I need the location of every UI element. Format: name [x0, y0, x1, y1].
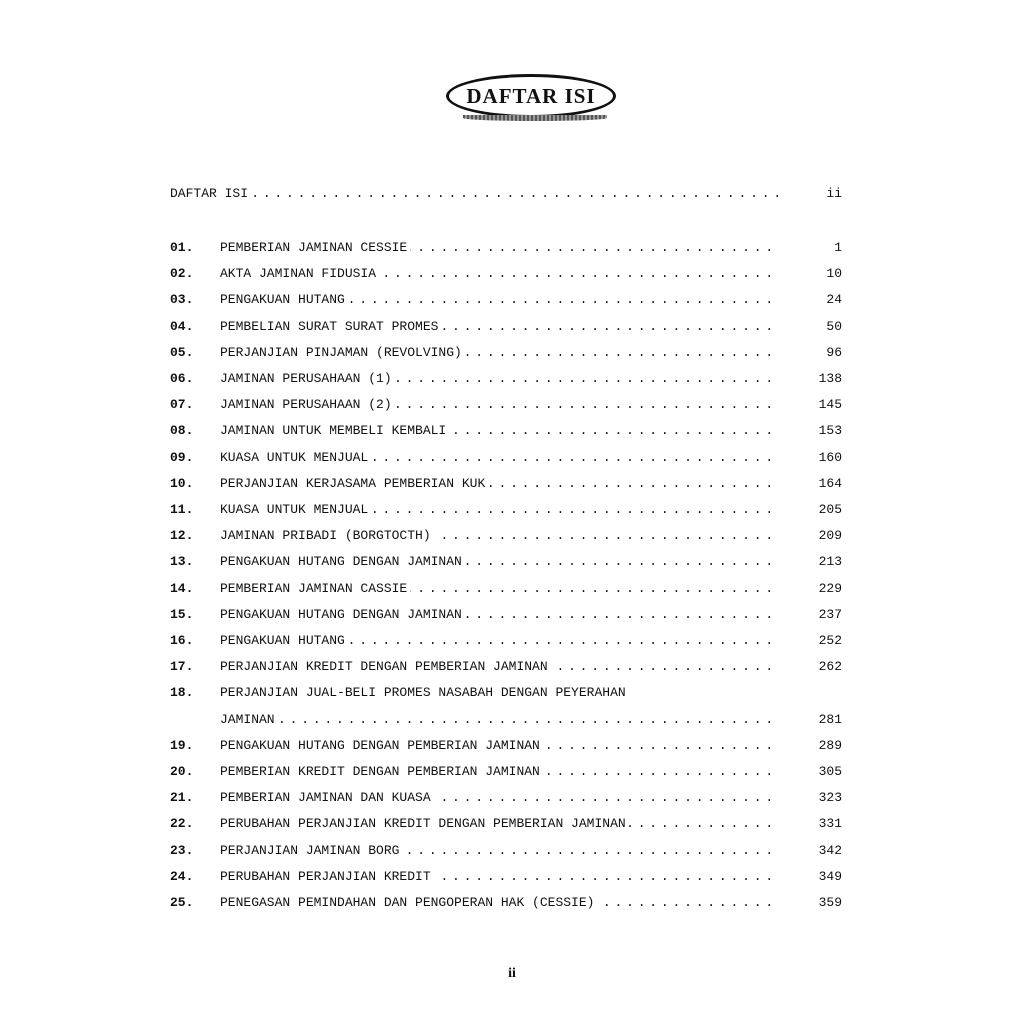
toc-entry-page: 1: [834, 240, 842, 255]
toc-entry: [170, 369, 842, 389]
toc-entry-page: 252: [818, 633, 842, 648]
toc-entry-title: JAMINAN PERUSAHAAN (2) . . .: [220, 395, 780, 415]
toc-entry: [170, 893, 842, 913]
toc-entry-title: PEMBERIAN JAMINAN CESSIE . . .: [220, 238, 780, 258]
toc-entry-title: PERJANJIAN KERJASAMA PEMBERIAN KUK . . .: [220, 474, 780, 494]
toc-entry-title: PENGAKUAN HUTANG DENGAN PEMBERIAN JAMINAN . . .: [220, 736, 780, 756]
toc-entry-continuation: [170, 710, 842, 730]
toc-entry: [170, 317, 842, 337]
toc-entry-number: 25.: [170, 895, 194, 910]
toc-entry: [170, 736, 842, 756]
toc-entry: [170, 290, 842, 310]
page-number: ii: [508, 966, 516, 981]
toc-entry-number: 02.: [170, 266, 194, 281]
toc-entry-title: PERUBAHAN PERJANJIAN KREDIT . . .: [220, 867, 780, 887]
toc-entry: [170, 788, 842, 808]
toc-entry-title: PENGAKUAN HUTANG DENGAN JAMINAN . . .: [220, 552, 780, 572]
toc-entry: [170, 683, 842, 703]
toc-entry-number: 09.: [170, 450, 194, 465]
toc-entry-page: 145: [818, 397, 842, 412]
toc-header-entry: [170, 184, 842, 204]
toc-entry-title: PERJANJIAN JUAL-BELI PROMES NASABAH DENGAN PEYERAHAN: [220, 683, 842, 703]
toc-entry-title: PEMBERIAN JAMINAN DAN KUASA . . .: [220, 788, 780, 808]
toc-entry-title: PEMBERIAN KREDIT DENGAN PEMBERIAN JAMINAN . . .: [220, 762, 780, 782]
toc-entry-page: 50: [826, 319, 842, 334]
toc-entry-page: 96: [826, 345, 842, 360]
toc-entry-page: 209: [818, 528, 842, 543]
toc-entry: [170, 841, 842, 861]
toc-entry-page: 331: [818, 816, 842, 831]
toc-entry-page: ii: [826, 186, 842, 201]
toc-entry-page: 281: [818, 712, 842, 727]
toc-entry-page: 164: [818, 476, 842, 491]
toc-entry-number: 16.: [170, 633, 194, 648]
toc-entry-page: 237: [818, 607, 842, 622]
toc-entry-number: 03.: [170, 292, 194, 307]
toc-entry-title: PENEGASAN PEMINDAHAN DAN PENGOPERAN HAK (CESSIE) . . .: [220, 893, 780, 913]
toc-entry-page: 160: [818, 450, 842, 465]
toc-entry: [170, 814, 842, 834]
toc-entry-title: KUASA UNTUK MENJUAL . . .: [220, 500, 780, 520]
toc-entry-number: 05.: [170, 345, 194, 360]
toc-entry-number: 10.: [170, 476, 194, 491]
toc-entry-page: 213: [818, 554, 842, 569]
toc-entry-page: 359: [818, 895, 842, 910]
toc-entry-page: 262: [818, 659, 842, 674]
toc-entry-page: 305: [818, 764, 842, 779]
toc-entry-number: 12.: [170, 528, 194, 543]
toc-entry-number: 19.: [170, 738, 194, 753]
toc-entry-title: AKTA JAMINAN FIDUSIA . . .: [220, 264, 780, 284]
toc-entry-title: JAMINAN UNTUK MEMBELI KEMBALI . . .: [220, 421, 780, 441]
toc-entry-number: 15.: [170, 607, 194, 622]
toc-entry-page: 323: [818, 790, 842, 805]
toc-entry-number: 01.: [170, 240, 194, 255]
toc-entry-number: 11.: [170, 502, 194, 517]
toc-entry-title: PEMBERIAN JAMINAN CASSIE . . .: [220, 579, 780, 599]
page-title: DAFTAR ISI: [466, 83, 596, 108]
toc-entry: [170, 552, 842, 572]
toc-entry: [170, 867, 842, 887]
toc-entry: [170, 421, 842, 441]
toc-entry: [170, 762, 842, 782]
toc-entry: [170, 474, 842, 494]
toc-entry-number: 23.: [170, 843, 194, 858]
toc-entry-page: 10: [826, 266, 842, 281]
toc-entry-number: 24.: [170, 869, 194, 884]
toc-entry-title: KUASA UNTUK MENJUAL . . .: [220, 448, 780, 468]
toc-entry-page: 229: [818, 581, 842, 596]
toc-entry-title: DAFTAR ISI . . .: [170, 184, 780, 204]
toc-entry-title: PENGAKUAN HUTANG . . .: [220, 290, 780, 310]
toc-entry-page: 138: [818, 371, 842, 386]
toc-entry: [170, 605, 842, 625]
toc-entry: [170, 448, 842, 468]
toc-entry-title: PEMBELIAN SURAT SURAT PROMES . . .: [220, 317, 780, 337]
toc-entry: [170, 343, 842, 363]
toc-entry: [170, 579, 842, 599]
toc-entry-page: 342: [818, 843, 842, 858]
toc-entry-title-continued: JAMINAN . . .: [220, 710, 780, 730]
toc-entry-page: 205: [818, 502, 842, 517]
toc-entry: [170, 631, 842, 651]
toc-entry-title: PERJANJIAN KREDIT DENGAN PEMBERIAN JAMINAN . . .: [220, 657, 780, 677]
toc-entry-title: PERUBAHAN PERJANJIAN KREDIT DENGAN PEMBERIAN JAMINAN . . .: [220, 814, 780, 834]
toc-entry-page: 349: [818, 869, 842, 884]
toc-entry-title: PENGAKUAN HUTANG DENGAN JAMINAN . . .: [220, 605, 780, 625]
toc-entry: [170, 395, 842, 415]
toc-entry-number: 17.: [170, 659, 194, 674]
toc-entry: [170, 500, 842, 520]
toc-entry-number: 04.: [170, 319, 194, 334]
toc-entry-number: 20.: [170, 764, 194, 779]
toc-entry-title: JAMINAN PRIBADI (BORGTOCTH) . . .: [220, 526, 780, 546]
toc-entry-number: 06.: [170, 371, 194, 386]
toc-entry-page: 289: [818, 738, 842, 753]
toc-entry-number: 08.: [170, 423, 194, 438]
toc-entry: [170, 238, 842, 258]
toc-entry-title: PENGAKUAN HUTANG . . .: [220, 631, 780, 651]
toc-entry-number: 22.: [170, 816, 194, 831]
toc-entry-page: 24: [826, 292, 842, 307]
toc-entry-title: PERJANJIAN PINJAMAN (REVOLVING) . . .: [220, 343, 780, 363]
toc-entry: [170, 526, 842, 546]
title-badge: [446, 74, 616, 118]
toc-entry-page: 153: [818, 423, 842, 438]
toc-entry: [170, 657, 842, 677]
toc-entry-number: 07.: [170, 397, 194, 412]
toc-entry: [170, 264, 842, 284]
toc-entry-title: JAMINAN PERUSAHAAN (1) . . .: [220, 369, 780, 389]
toc-entry-number: 18.: [170, 685, 194, 700]
toc-entry-number: 13.: [170, 554, 194, 569]
toc-entry-number: 21.: [170, 790, 194, 805]
toc-entry-number: 14.: [170, 581, 194, 596]
toc-entry-title: PERJANJIAN JAMINAN BORG . . .: [220, 841, 780, 861]
